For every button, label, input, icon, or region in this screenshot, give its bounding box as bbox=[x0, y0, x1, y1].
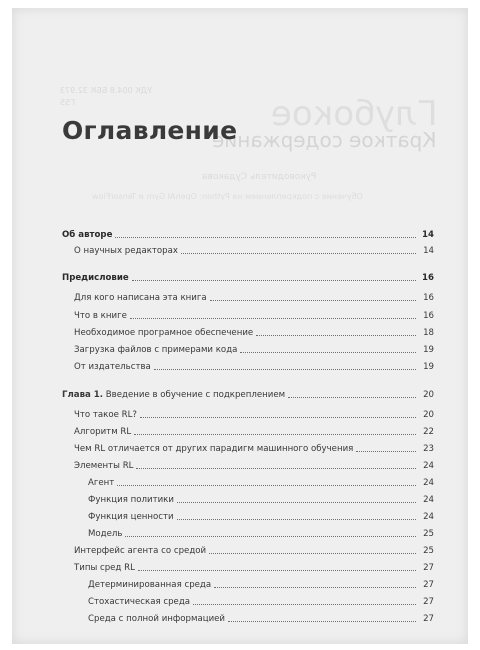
toc-entry-title: О научных редакторах bbox=[74, 246, 178, 256]
toc-entry-title: Функция политики bbox=[88, 495, 174, 505]
toc-entry-title: Предисловие bbox=[62, 273, 129, 283]
page-title: Оглавление bbox=[62, 116, 238, 145]
toc-entry[interactable] bbox=[62, 227, 434, 241]
toc-entry-page: 18 bbox=[423, 328, 434, 338]
bleed-through-text: Краткое содержание bbox=[211, 128, 436, 152]
toc-entry[interactable] bbox=[88, 594, 434, 608]
leader-dots bbox=[138, 570, 416, 571]
toc-entry[interactable] bbox=[74, 308, 434, 322]
toc-entry-page: 14 bbox=[422, 230, 434, 240]
leader-dots bbox=[136, 468, 416, 469]
toc-entry-title: Необходимое програмное обеспечение bbox=[74, 328, 254, 338]
leader-dots bbox=[134, 434, 416, 435]
chapter-number: Глава 1. bbox=[62, 390, 104, 400]
leader-dots bbox=[130, 318, 416, 319]
leader-dots bbox=[193, 604, 416, 605]
toc-entry-title: Чем RL отличается от других парадигм машинного обучения bbox=[74, 444, 354, 454]
toc-entry-page: 24 bbox=[423, 512, 434, 522]
leader-dots bbox=[177, 502, 416, 503]
toc-entry-title: Среда с полной информацией bbox=[88, 614, 226, 624]
toc-entry[interactable] bbox=[88, 611, 434, 625]
toc-entry[interactable] bbox=[74, 560, 434, 574]
leader-dots bbox=[240, 352, 416, 353]
toc-entry-page: 16 bbox=[423, 311, 434, 321]
toc-entry[interactable] bbox=[74, 458, 434, 472]
toc-entry-page: 19 bbox=[423, 362, 434, 372]
toc-entry-page: 27 bbox=[423, 597, 434, 607]
toc-entry-title: Модель bbox=[88, 529, 123, 539]
leader-dots bbox=[256, 335, 416, 336]
toc-entry-page: 23 bbox=[423, 444, 434, 454]
toc-entry-page: 16 bbox=[422, 273, 434, 283]
toc-entry[interactable] bbox=[88, 509, 434, 523]
toc-entry-page: 14 bbox=[423, 246, 434, 256]
toc-entry[interactable] bbox=[88, 492, 434, 506]
toc-entry[interactable] bbox=[74, 441, 434, 455]
leader-dots bbox=[115, 237, 416, 238]
leader-dots bbox=[154, 369, 416, 370]
leader-dots bbox=[356, 451, 416, 452]
toc-entry-page: 25 bbox=[423, 529, 434, 539]
bleed-through-text: Обучение с подкреплением на Python: OpenAI Gym и TensorFlow bbox=[92, 192, 363, 201]
toc-entry-title: Что в книге bbox=[74, 311, 127, 321]
toc-entry[interactable] bbox=[74, 407, 434, 421]
leader-dots bbox=[210, 300, 416, 301]
toc-entry-title: Интерфейс агента со средой bbox=[74, 546, 207, 556]
toc-entry[interactable] bbox=[74, 290, 434, 304]
toc-entry-title: Об авторе bbox=[62, 230, 113, 240]
toc-entry-page: 27 bbox=[423, 614, 434, 624]
toc-entry[interactable] bbox=[62, 387, 434, 401]
bleed-through-text: Г55 bbox=[60, 98, 76, 107]
toc-entry[interactable] bbox=[74, 325, 434, 339]
leader-dots bbox=[140, 417, 416, 418]
toc-entry-title: От издательства bbox=[74, 362, 151, 372]
toc-entry[interactable] bbox=[88, 526, 434, 540]
toc-entry[interactable] bbox=[74, 543, 434, 557]
toc-entry-title bbox=[62, 389, 286, 401]
toc-entry-title: Загрузка файлов с примерами кода bbox=[74, 345, 238, 355]
leader-dots bbox=[214, 587, 416, 588]
toc-entry[interactable] bbox=[74, 359, 434, 373]
toc-entry[interactable] bbox=[62, 270, 434, 284]
toc-entry[interactable] bbox=[88, 577, 434, 591]
toc-entry-title: Детерминированная среда bbox=[88, 580, 212, 590]
leader-dots bbox=[177, 519, 416, 520]
toc-entry-page: 25 bbox=[423, 546, 434, 556]
toc-entry-title: Что такое RL? bbox=[74, 410, 137, 420]
chapter-title: Введение в обучение с подкреплением bbox=[105, 390, 286, 400]
toc-entry-page: 24 bbox=[423, 461, 434, 471]
toc-entry-title: Элементы RL bbox=[74, 461, 134, 471]
leader-dots bbox=[132, 280, 416, 281]
toc-entry-page: 27 bbox=[423, 563, 434, 573]
toc-entry-title: Агент bbox=[88, 478, 115, 488]
toc-entry-title: Алгоритм RL bbox=[74, 427, 132, 437]
toc-entry-page: 24 bbox=[423, 478, 434, 488]
toc-entry[interactable] bbox=[74, 243, 434, 257]
toc-entry-page: 20 bbox=[423, 390, 434, 400]
toc-entry-page: 22 bbox=[423, 427, 434, 437]
leader-dots bbox=[125, 536, 416, 537]
toc-entry-page: 27 bbox=[423, 580, 434, 590]
toc-entry-page: 16 bbox=[423, 293, 434, 303]
bleed-through-text: Руководитель Судакова bbox=[202, 172, 317, 182]
toc-entry-title: Типы сред RL bbox=[74, 563, 135, 573]
leader-dots bbox=[288, 397, 416, 398]
leader-dots bbox=[181, 253, 416, 254]
toc-entry[interactable] bbox=[74, 424, 434, 438]
toc-entry-title: Функция ценности bbox=[88, 512, 174, 522]
toc-entry-title: Стохастическая среда bbox=[88, 597, 191, 607]
bleed-through-text: Глубокое bbox=[271, 94, 438, 134]
toc-entry-title: Для кого написана эта книга bbox=[74, 293, 207, 303]
leader-dots bbox=[228, 621, 416, 622]
toc-entry[interactable] bbox=[74, 342, 434, 356]
toc-entry-page: 20 bbox=[423, 410, 434, 420]
toc-entry-page: 24 bbox=[423, 495, 434, 505]
leader-dots bbox=[117, 485, 416, 486]
bleed-through-text: УДК 004.8 ББК 32.973 bbox=[60, 86, 152, 95]
leader-dots bbox=[209, 553, 416, 554]
toc-entry[interactable] bbox=[88, 475, 434, 489]
toc-entry-page: 19 bbox=[423, 345, 434, 355]
